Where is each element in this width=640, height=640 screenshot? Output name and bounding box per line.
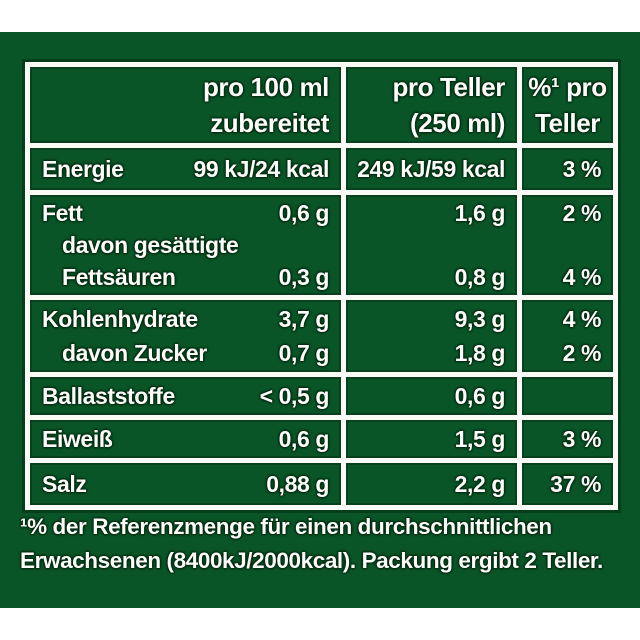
label-panel — [0, 32, 640, 608]
value-per-teller: 1,5 g — [454, 425, 505, 452]
value-per-teller: 9,3 g — [454, 305, 505, 332]
teller-cell — [346, 463, 517, 505]
table-row-salz — [30, 463, 613, 505]
header-line — [522, 69, 613, 105]
nutrient-cell — [30, 300, 341, 372]
value-percent: 4 % — [562, 305, 601, 332]
table-header — [30, 67, 613, 143]
nutrient-sublabel: davon gesättigte — [62, 231, 239, 258]
value-percent: 2 % — [562, 339, 601, 366]
value-per-teller: 249 kJ/59 kcal — [357, 155, 505, 182]
nutrient-line — [346, 197, 517, 229]
table-row-energie — [30, 148, 613, 190]
teller-cell — [346, 148, 517, 190]
percent-cell — [522, 420, 613, 458]
nutrient-line — [346, 261, 517, 293]
table-row-ballaststoffe — [30, 377, 613, 415]
header-text: Teller — [534, 107, 601, 138]
value-percent: 3 % — [562, 425, 601, 452]
value-percent: 37 % — [550, 470, 601, 497]
value-per-teller: 0,6 g — [454, 382, 505, 409]
nutrient-line — [346, 379, 517, 413]
nutrient-line — [30, 422, 341, 456]
header-per-100ml — [30, 67, 341, 143]
nutrient-label: Ballaststoffe — [42, 382, 175, 409]
nutrient-line — [522, 261, 613, 293]
percent-cell — [522, 300, 613, 372]
value-per-100ml: 99 kJ/24 kcal — [193, 155, 329, 182]
nutrient-line — [522, 336, 613, 370]
nutrient-cell — [30, 420, 341, 458]
nutrient-cell — [30, 148, 341, 190]
value-percent: 3 % — [562, 155, 601, 182]
value-per-100ml: 0,6 g — [278, 425, 329, 452]
header-text: (250 ml) — [409, 107, 505, 138]
header-line — [346, 105, 517, 141]
header-line — [522, 105, 613, 141]
nutrient-line — [346, 465, 517, 503]
value-percent: 4 % — [562, 263, 601, 290]
nutrient-line — [30, 197, 341, 229]
teller-cell — [346, 377, 517, 415]
nutrient-line — [522, 465, 613, 503]
percent-cell — [522, 377, 613, 415]
nutrient-line — [346, 422, 517, 456]
nutrient-sublabel: davon Zucker — [62, 339, 207, 366]
header-text: zubereitet — [210, 107, 329, 138]
nutrient-line — [522, 379, 613, 413]
value-per-teller: 2,2 g — [454, 470, 505, 497]
nutrient-cell — [30, 463, 341, 505]
nutrient-line — [346, 302, 517, 336]
header-percent-teller — [522, 67, 613, 143]
value-per-100ml: 0,7 g — [278, 339, 329, 366]
value-per-100ml: < 0,5 g — [259, 382, 329, 409]
nutrient-label: Energie — [42, 155, 124, 182]
header-text: pro Teller — [392, 71, 505, 102]
nutrient-label: Fett — [42, 199, 83, 226]
nutrient-sublabel: Fettsäuren — [62, 263, 176, 290]
teller-cell — [346, 300, 517, 372]
nutrient-line — [522, 150, 613, 188]
nutrient-label: Kohlenhydrate — [42, 305, 198, 332]
nutrient-cell — [30, 195, 341, 295]
value-per-100ml: 0,6 g — [278, 199, 329, 226]
nutrient-line — [522, 302, 613, 336]
nutrient-line — [346, 336, 517, 370]
nutrient-line — [30, 379, 341, 413]
footnote-line-1: ¹% der Referenzmenge für einen durchschnittlichen — [20, 514, 552, 539]
header-text: pro 100 ml — [202, 71, 329, 102]
table-row-kohlenhydrate — [30, 300, 613, 372]
value-per-teller: 1,8 g — [454, 339, 505, 366]
percent-cell — [522, 148, 613, 190]
nutrient-line — [522, 229, 613, 261]
value-per-teller: 1,6 g — [454, 199, 505, 226]
nutrient-label: Eiweiß — [42, 425, 113, 452]
table-row-fett — [30, 195, 613, 295]
nutrient-line — [30, 302, 341, 336]
value-per-100ml: 0,3 g — [278, 263, 329, 290]
nutrient-line — [30, 150, 341, 188]
header-line — [30, 69, 341, 105]
footnote-line-2: Erwachsenen (8400kJ/2000kcal). Packung ergibt 2 Teller. — [20, 548, 603, 573]
percent-cell — [522, 195, 613, 295]
nutrient-line — [346, 229, 517, 261]
footnote — [20, 510, 628, 578]
table-row-eiweiss — [30, 420, 613, 458]
nutrient-line — [30, 336, 341, 370]
header-per-teller — [346, 67, 517, 143]
teller-cell — [346, 420, 517, 458]
percent-cell — [522, 463, 613, 505]
nutrient-line — [30, 261, 341, 293]
value-per-100ml: 3,7 g — [278, 305, 329, 332]
value-per-100ml: 0,88 g — [266, 470, 329, 497]
teller-cell — [346, 195, 517, 295]
header-line — [30, 105, 341, 141]
value-per-teller: 0,8 g — [454, 263, 505, 290]
nutrient-line — [30, 465, 341, 503]
header-text: %¹ pro — [528, 71, 607, 102]
nutrient-label: Salz — [42, 470, 87, 497]
header-line — [346, 69, 517, 105]
nutrient-cell — [30, 377, 341, 415]
nutrition-table — [25, 62, 618, 510]
nutrient-line — [30, 229, 341, 261]
value-percent: 2 % — [562, 199, 601, 226]
nutrient-line — [522, 422, 613, 456]
nutrient-line — [522, 197, 613, 229]
nutrient-line — [346, 150, 517, 188]
